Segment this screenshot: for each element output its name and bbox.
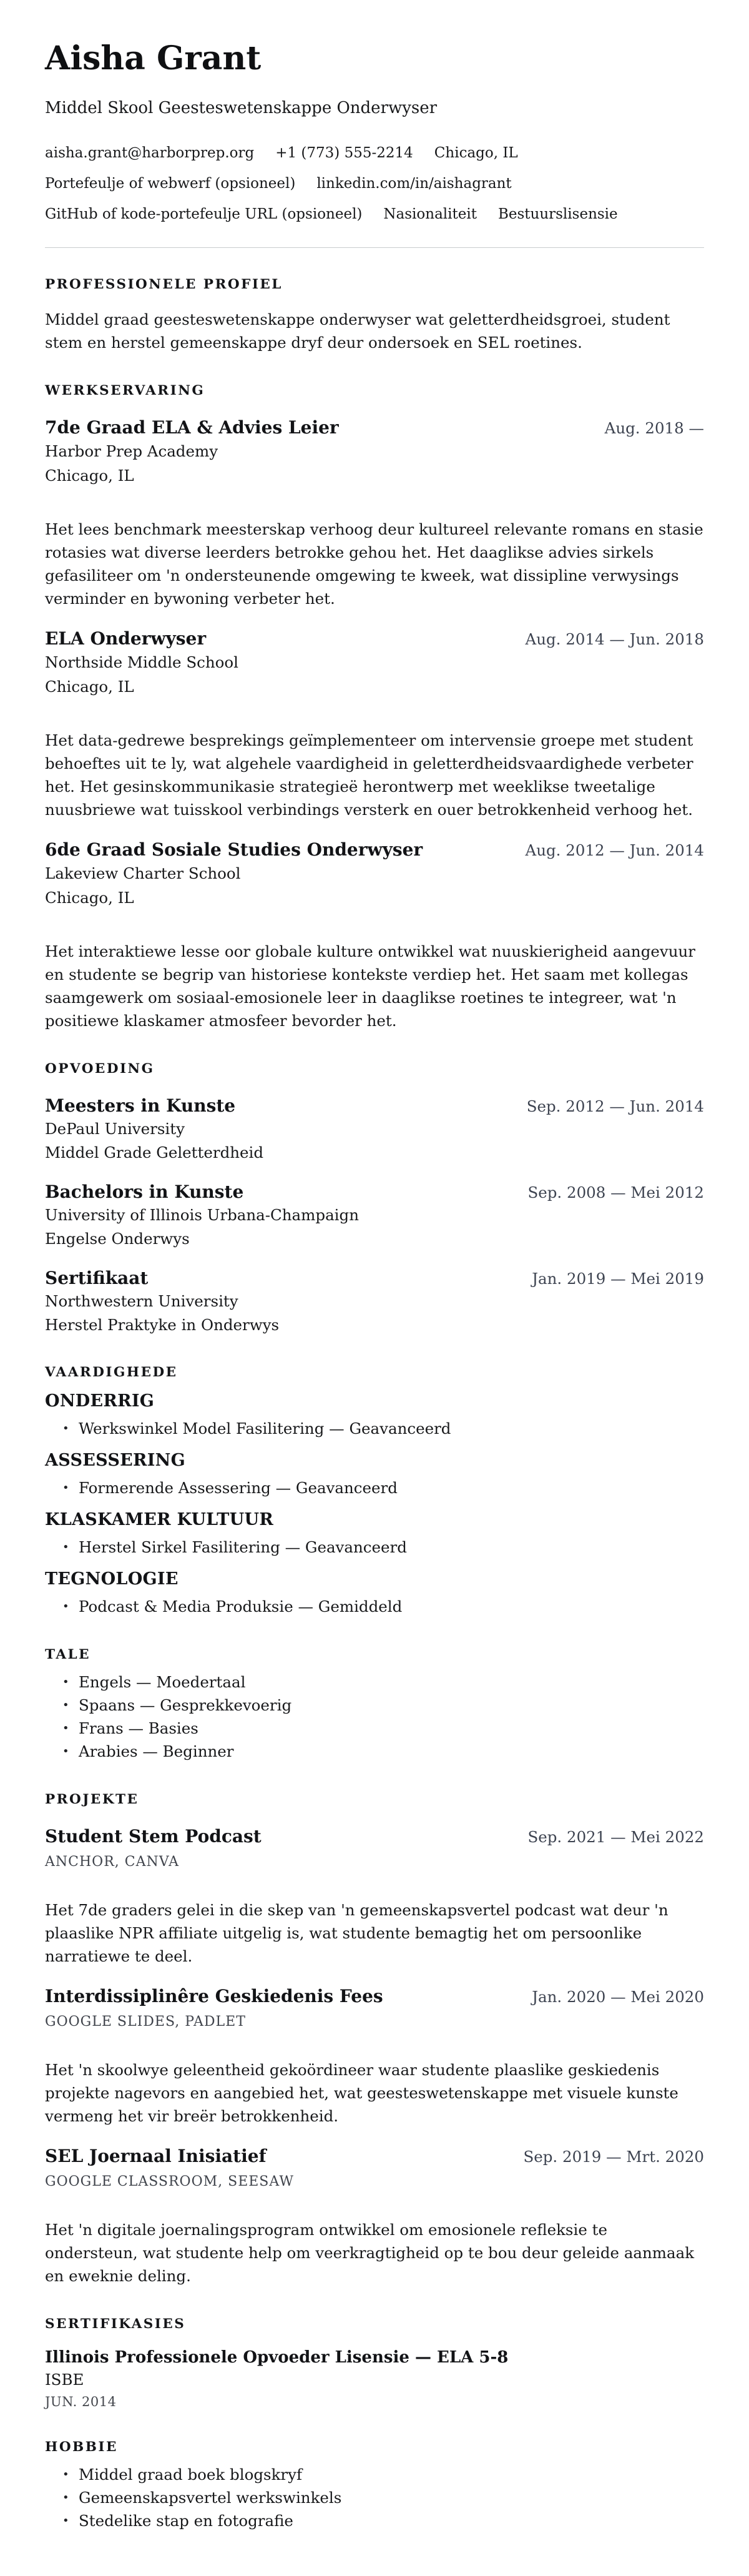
education-school: University of Illinois Urbana-Champaign [45, 1206, 359, 1224]
project-title: Student Stem Podcast [45, 1826, 262, 1847]
section-heading-profile: PROFESSIONELE PROFIEL [45, 277, 283, 292]
education-entry-header [45, 1181, 704, 1203]
contact-row-2 [45, 174, 704, 193]
job-organization: Harbor Prep Academy [45, 442, 218, 460]
contact-location: Chicago, IL [434, 145, 518, 161]
contact-portfolio-label: Portefeulje of webwerf (opsioneel) [45, 175, 296, 192]
job-location: Chicago, IL [45, 466, 134, 485]
education-field: Herstel Praktyke in Onderwys [45, 1316, 280, 1334]
skill-group [45, 1509, 704, 1559]
language-item: • Spaans — Gesprekkevoerig [57, 1694, 704, 1717]
section-heading-skills: VAARDIGHEDE [45, 1364, 178, 1380]
skill-list [45, 1476, 704, 1499]
certification-title: Illinois Professionele Opvoeder Lisensie — ELA 5-8 [45, 2348, 509, 2367]
job-title: 6de Graad Sosiale Studies Onderwyser [45, 839, 423, 860]
project-entry-header [45, 1985, 704, 2007]
job-entry-header [45, 628, 704, 649]
project-title: Interdissiplinêre Geskiedenis Fees [45, 1986, 383, 2006]
contact-github-label: GitHub of kode-portefeulje URL (opsioneel) [45, 206, 363, 222]
section-heading-projects: PROJEKTE [45, 1792, 139, 1807]
header-divider [45, 247, 704, 248]
skill-group [45, 1569, 704, 1618]
skill-item: • Werkswinkel Model Fasilitering — Geavanceerd [57, 1417, 704, 1440]
education-entry [45, 1181, 704, 1250]
hobby-list [45, 2463, 704, 2532]
skill-group [45, 1391, 704, 1440]
education-entry-header [45, 1095, 704, 1117]
project-entry [45, 1985, 704, 2128]
person-role: Middel Skool Geesteswetenskappe Onderwyser [45, 99, 438, 117]
hobby-item: • Middel graad boek blogskryf [57, 2463, 704, 2486]
contact-row-3 [45, 205, 704, 224]
job-location: Chicago, IL [45, 889, 134, 907]
skill-item: • Herstel Sirkel Fasilitering — Geavanceerd [57, 1536, 704, 1559]
certification-issuer: ISBE [45, 2371, 84, 2389]
project-description: Het 'n digitale joernalingsprogram ontwikkel om emosionele refleksie te ondersteun, wat studente help om veerkragtigheid op te bou deur geleide aanmaak en eweknie deling. [45, 2221, 695, 2285]
job-organization: Northside Middle School [45, 653, 238, 671]
job-dates: Aug. 2014 — Jun. 2018 [525, 630, 704, 648]
project-dates: Jan. 2020 — Mei 2020 [532, 1988, 704, 2006]
contact-phone: +1 (773) 555-2214 [275, 145, 413, 161]
hobby-item: • Gemeenskapsvertel werkswinkels [57, 2486, 704, 2509]
degree-title: Bachelors in Kunste [45, 1182, 244, 1202]
skill-item: • Formerende Assessering — Geavanceerd [57, 1476, 704, 1499]
section-heading-certifications: SERTIFIKASIES [45, 2316, 186, 2332]
education-school: DePaul University [45, 1120, 185, 1138]
project-tools: ANCHOR, CANVA [45, 1854, 179, 1870]
job-dates: Aug. 2018 — [604, 419, 704, 437]
education-field: Middel Grade Geletterdheid [45, 1143, 264, 1162]
language-list [45, 1670, 704, 1763]
project-description: Het 7de graders gelei in die skep van 'n gemeenskapsvertel podcast wat deur 'n plaaslike NPR affiliate uitgelig is, wat studente bemagtig het om persoonlike narratiewe te deel. [45, 1901, 668, 1965]
education-entry [45, 1267, 704, 1336]
project-tools: GOOGLE SLIDES, PADLET [45, 2014, 246, 2030]
skill-group-heading: ONDERRIG [45, 1391, 155, 1411]
skill-group-heading: KLASKAMER KULTUUR [45, 1510, 274, 1529]
person-name: Aisha Grant [45, 39, 262, 77]
section-heading-hobbies: HOBBIE [45, 2439, 118, 2455]
hobby-item: • Stedelike stap en fotografie [57, 2509, 704, 2532]
project-entry [45, 1825, 704, 1968]
contact-email: aisha.grant@harborprep.org [45, 145, 255, 161]
project-entry [45, 2145, 704, 2287]
skill-group-heading: TEGNOLOGIE [45, 1569, 179, 1589]
project-tools: GOOGLE CLASSROOM, SEESAW [45, 2174, 294, 2189]
section-heading-languages: TALE [45, 1647, 91, 1662]
project-dates: Sep. 2019 — Mrt. 2020 [523, 2148, 704, 2166]
job-description: Het lees benchmark meesterskap verhoog deur kultureel relevante romans en stasie rotasies wat diverse leerders betrokke gehou het. Het daaglikse advies sirkels gefasiliteer om 'n ondersteunende omgewing te kweek, wat dissipline verwysings verminder en bywoning verbeter het. [45, 520, 703, 608]
job-title: 7de Graad ELA & Advies Leier [45, 417, 339, 438]
certification-date: JUN. 2014 [45, 2394, 117, 2409]
project-title: SEL Joernaal Inisiatief [45, 2146, 267, 2166]
job-organization: Lakeview Charter School [45, 864, 241, 882]
education-dates: Sep. 2012 — Jun. 2014 [526, 1097, 704, 1115]
education-field: Engelse Onderwys [45, 1230, 190, 1248]
job-entry [45, 628, 704, 821]
language-item: • Engels — Moedertaal [57, 1670, 704, 1694]
profile-summary: Middel graad geesteswetenskappe onderwyser wat geletterdheidsgroei, student stem en herstel gemeenskappe dryf deur ondersoek en SEL roetines. [45, 310, 670, 352]
project-dates: Sep. 2021 — Mei 2022 [527, 1828, 704, 1846]
job-description: Het data-gedrewe besprekings geïmplementeer om intervensie groepe met student behoeftes uit te ly, wat algehele vaardigheid in geletterdheidsvaardighede verbeter het. Het gesinskommunikasie strategieë herontwerp met weeklikse tweetalige nuusbriewe wat tuisskool verbindings versterk en ouer betrokkenheid verhoog het. [45, 731, 693, 819]
job-entry-header [45, 839, 704, 861]
project-description: Het 'n skoolwye geleentheid gekoördineer waar studente plaaslike geskiedenis projekte nagevors en aangebied het, wat geesteswetenskappe met visuele kunste vermeng het vir breër betrokkenheid. [45, 2061, 678, 2125]
job-description: Het interaktiewe lesse oor globale kulture ontwikkel wat nuuskierigheid aangevuur en studente se begrip van historiese kontekste verdiep het. Het saam met kollegas saamgewerk om sosiaal-emosionele leer in daaglikse roetines te integreer, wat 'n positiewe klaskamer atmosfeer bevorder het. [45, 942, 695, 1030]
education-dates: Jan. 2019 — Mei 2019 [532, 1270, 704, 1288]
section-heading-education: OPVOEDING [45, 1061, 155, 1077]
contact-license-label: Bestuurslisensie [497, 206, 618, 222]
degree-title: Meesters in Kunste [45, 1095, 236, 1116]
education-school: Northwestern University [45, 1292, 238, 1310]
skill-list [45, 1536, 704, 1559]
education-dates: Sep. 2008 — Mei 2012 [527, 1183, 704, 1202]
project-entry-header [45, 2145, 704, 2167]
skill-group-heading: ASSESSERING [45, 1451, 186, 1470]
skill-list [45, 1595, 704, 1618]
job-entry [45, 839, 704, 1032]
degree-title: Sertifikaat [45, 1268, 149, 1288]
project-entry-header [45, 1825, 704, 1847]
skill-item: • Podcast & Media Produksie — Gemiddeld [57, 1595, 704, 1618]
job-entry-header [45, 417, 704, 438]
skill-group [45, 1450, 704, 1499]
job-entry [45, 417, 704, 610]
job-dates: Aug. 2012 — Jun. 2014 [525, 841, 704, 859]
certification-entry [45, 2347, 704, 2411]
language-item: • Frans — Basies [57, 1717, 704, 1740]
skill-list [45, 1417, 704, 1440]
education-entry [45, 1095, 704, 1163]
contact-linkedin: linkedin.com/in/aishagrant [316, 175, 512, 192]
contact-nationality-label: Nasionaliteit [383, 206, 477, 222]
language-item: • Arabies — Beginner [57, 1740, 704, 1763]
contact-row-1 [45, 144, 704, 162]
job-location: Chicago, IL [45, 678, 134, 696]
section-heading-experience: WERKSERVARING [45, 383, 205, 398]
job-title: ELA Onderwyser [45, 628, 207, 649]
education-entry-header [45, 1267, 704, 1289]
